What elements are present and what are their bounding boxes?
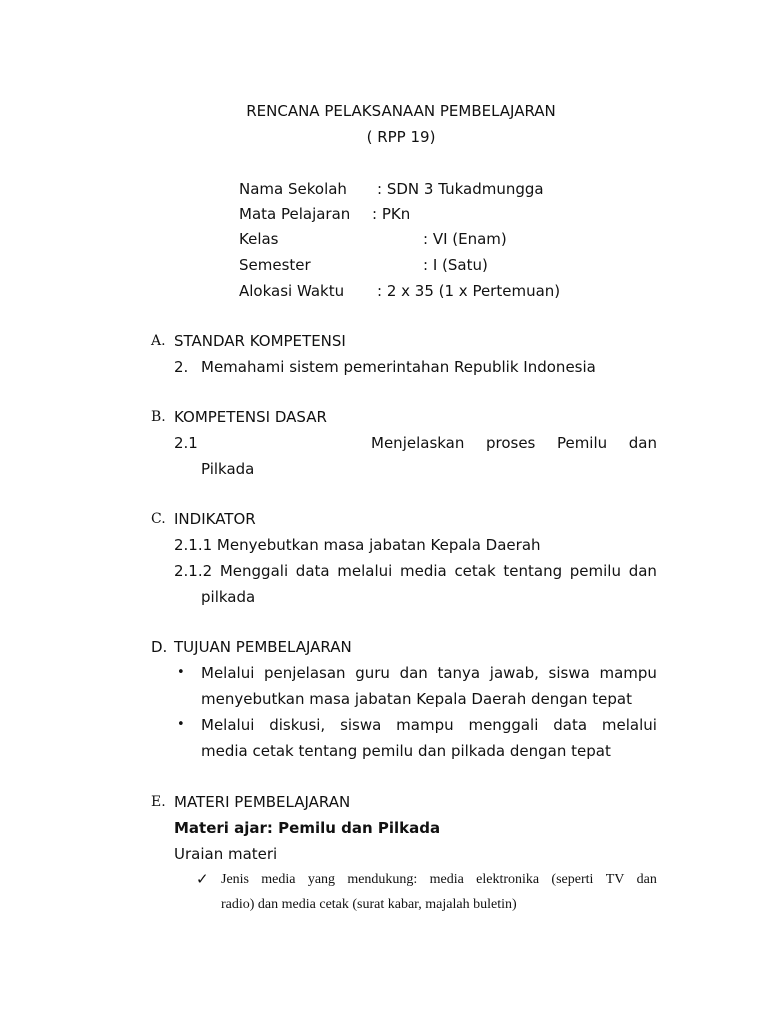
objective-1-continuation: menyebutkan masa jabatan Kepala Daerah dengan tepat [201, 690, 632, 708]
section-d-letter: D. [151, 638, 168, 656]
word: TV [605, 872, 625, 887]
word: media [400, 562, 447, 580]
word: 2.1 [174, 434, 198, 452]
word: dan [399, 664, 428, 682]
word: data [295, 562, 330, 580]
identity-value-subject: : PKn [372, 205, 411, 223]
material-subheading: Materi ajar: Pemilu dan Pilkada [174, 819, 441, 837]
section-d-title: TUJUAN PEMBELAJARAN [174, 638, 352, 656]
section-b-competency-line [174, 433, 657, 453]
section-a-title: STANDAR KOMPETENSI [174, 332, 346, 350]
identity-label-time: Alokasi Waktu [239, 282, 345, 300]
word: guru [355, 664, 390, 682]
bullet-icon: • [177, 665, 185, 680]
word: diskusi, [269, 716, 326, 734]
word: melalui [601, 716, 657, 734]
word: menggali [468, 716, 539, 734]
word: dan [628, 562, 657, 580]
word: data [553, 716, 588, 734]
objective-2-line [201, 715, 657, 735]
word: tentang [503, 562, 563, 580]
word: mendukung: [347, 872, 418, 887]
identity-label-school: Nama Sekolah [239, 180, 347, 198]
material-description-label: Uraian materi [174, 845, 278, 863]
word: pemilu [569, 562, 621, 580]
section-a-item-number: 2. [174, 358, 189, 376]
word: Melalui [201, 664, 255, 682]
word: Pemilu [556, 434, 608, 452]
word: mampu [599, 664, 657, 682]
word: siswa [340, 716, 382, 734]
word: tanya [437, 664, 481, 682]
word: Jenis [221, 872, 249, 887]
word: yang [307, 872, 336, 887]
word: proses [485, 434, 536, 452]
word: media [261, 872, 296, 887]
material-item-line [221, 870, 657, 890]
word: dan [636, 872, 657, 887]
identity-value-semester: : I (Satu) [423, 256, 488, 274]
word: dan [628, 434, 657, 452]
identity-label-class: Kelas [239, 230, 279, 248]
document-title: RENCANA PELAKSANAAN PEMBELAJARAN [246, 102, 556, 120]
section-c-title: INDIKATOR [174, 510, 256, 528]
document-subtitle: ( RPP 19) [366, 128, 436, 146]
objective-2-continuation: media cetak tentang pemilu dan pilkada dengan tepat [201, 742, 611, 760]
section-e-title: MATERI PEMBELAJARAN [174, 793, 351, 811]
section-b-letter: B. [151, 409, 166, 425]
word: Melalui [201, 716, 255, 734]
section-a-item-text: Memahami sistem pemerintahan Republik Indonesia [201, 358, 596, 376]
material-item-continuation: radio) dan media cetak (surat kabar, majalah buletin) [221, 897, 517, 912]
word: melalui [337, 562, 393, 580]
word: mampu [396, 716, 454, 734]
section-e-letter: E. [151, 794, 166, 810]
bullet-icon: • [177, 717, 185, 732]
indicator-item-2-line [174, 561, 657, 581]
word: Menjelaskan [371, 434, 465, 452]
identity-value-school: : SDN 3 Tukadmungga [377, 180, 544, 198]
indicator-item-2-continuation: pilkada [201, 588, 256, 606]
identity-label-semester: Semester [239, 256, 311, 274]
section-a-letter: A. [151, 333, 166, 349]
section-b-title: KOMPETENSI DASAR [174, 408, 327, 426]
word: siswa [548, 664, 590, 682]
identity-value-class: : VI (Enam) [423, 230, 507, 248]
objective-1-line [201, 663, 657, 683]
section-c-letter: C. [151, 511, 166, 527]
word: Menggali [219, 562, 289, 580]
word: penjelasan [264, 664, 346, 682]
identity-label-subject: Mata Pelajaran [239, 205, 351, 223]
word: jawab, [489, 664, 539, 682]
section-b-competency-continuation: Pilkada [201, 460, 255, 478]
word: cetak [454, 562, 496, 580]
indicator-item-1: 2.1.1 Menyebutkan masa jabatan Kepala Daerah [174, 536, 541, 554]
word: 2.1.2 [174, 562, 213, 580]
word: media [429, 872, 464, 887]
spacer [219, 433, 349, 453]
word: elektronika [476, 872, 540, 887]
identity-value-time: : 2 x 35 (1 x Pertemuan) [377, 282, 561, 300]
checkmark-icon: ✓ [196, 870, 209, 888]
word: (seperti [551, 872, 594, 887]
